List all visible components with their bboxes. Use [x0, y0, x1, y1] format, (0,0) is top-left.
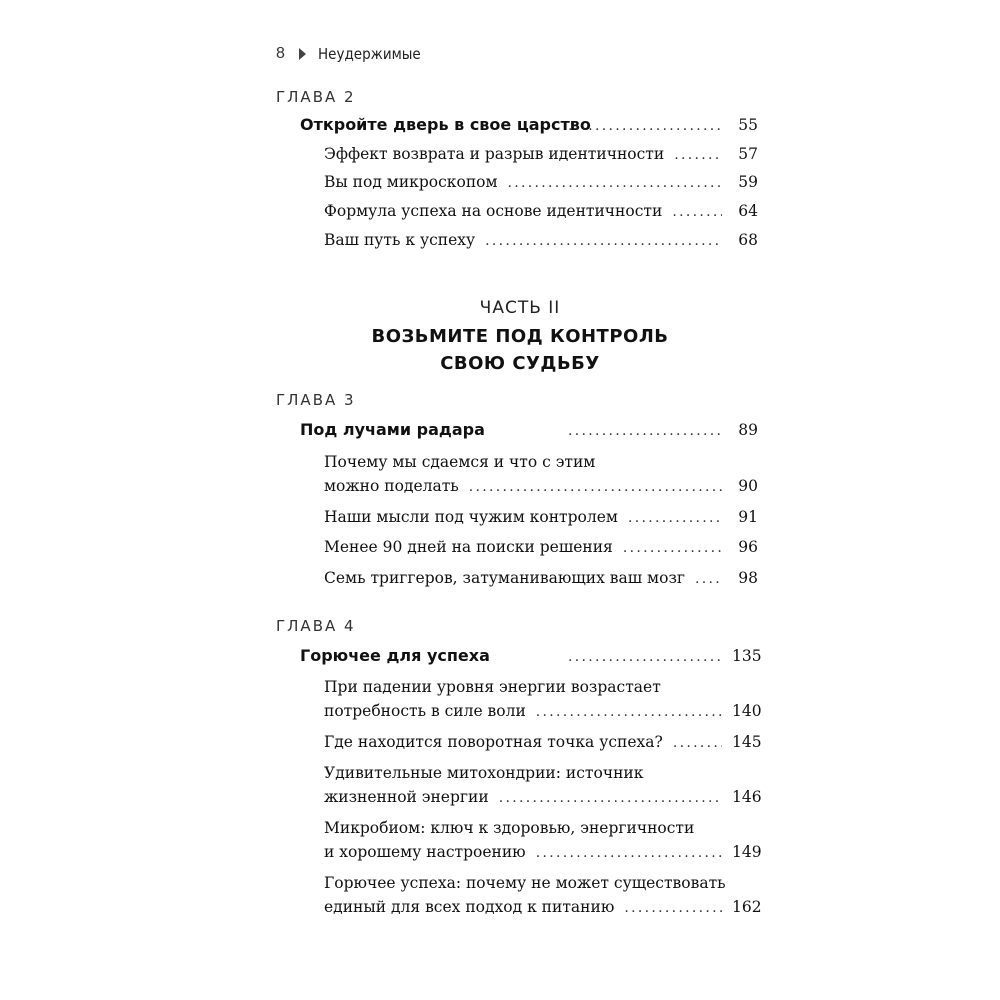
leader-dots	[485, 233, 722, 249]
leader-dots	[568, 423, 722, 439]
toc-subentry[interactable]	[324, 508, 758, 526]
toc-subentry[interactable]	[324, 173, 758, 191]
toc-subentry-page: 140	[732, 702, 762, 720]
part-title-line-1: ВОЗЬМИТЕ ПОД КОНТРОЛЬ	[371, 326, 669, 347]
toc-subentry-title: Ваш путь к успеху	[324, 231, 476, 249]
chapter-2-label: ГЛАВА 2	[276, 88, 356, 106]
toc-entry-title: Горючее для успеха	[300, 646, 490, 665]
toc-subentry-page: 64	[738, 202, 758, 220]
leader-dots	[568, 649, 722, 665]
toc-subentry[interactable]	[324, 538, 758, 556]
toc-subentry-title: Эффект возврата и разрыв идентичности	[324, 145, 665, 163]
toc-subentry-title: единый для всех подход к питанию	[324, 898, 615, 916]
running-head	[276, 42, 432, 66]
toc-subentry[interactable]	[324, 702, 762, 720]
toc-entry-page: 135	[732, 647, 762, 665]
toc-entry-title: Откройте дверь в свое царство	[300, 115, 591, 134]
toc-subentry-page: 98	[738, 569, 758, 587]
toc-entry-title: Под лучами радара	[300, 420, 485, 439]
toc-subentry-line-1: Горючее успеха: почему не может существовать	[324, 874, 726, 892]
toc-subentry[interactable]	[324, 569, 758, 587]
toc-subentry-line-1: Удивительные митохондрии: источник	[324, 764, 644, 782]
toc-subentry[interactable]	[324, 202, 758, 220]
page-number: 8	[276, 45, 285, 62]
toc-subentry-page: 146	[732, 788, 762, 806]
triangle-arrow-icon	[299, 48, 306, 60]
leader-dots	[623, 540, 722, 556]
toc-subentry[interactable]	[324, 477, 758, 495]
toc-subentry-page: 96	[738, 538, 758, 556]
book-title: Неудержимые	[317, 45, 421, 63]
toc-subentry-title: потребность в силе воли	[324, 702, 526, 720]
toc-subentry[interactable]	[324, 231, 758, 249]
toc-entry-page: 89	[738, 421, 758, 439]
toc-subentry-title: Наши мысли под чужим контролем	[324, 508, 618, 526]
toc-subentry-title: Менее 90 дней на поиски решения	[324, 538, 613, 556]
toc-subentry-title: можно поделать	[324, 477, 459, 495]
toc-subentry[interactable]	[324, 898, 762, 916]
toc-subentry[interactable]	[324, 843, 762, 861]
toc-subentry-title: жизненной энергии	[324, 788, 489, 806]
leader-dots	[469, 479, 722, 495]
toc-subentry-page: 68	[738, 231, 758, 249]
toc-subentry-line-1: Микробиом: ключ к здоровью, энергичности	[324, 819, 695, 837]
leader-dots	[628, 510, 722, 526]
leader-dots	[499, 790, 722, 806]
leader-dots	[674, 147, 722, 163]
toc-subentry-page: 91	[738, 508, 758, 526]
toc-subentry[interactable]	[324, 145, 758, 163]
chapter-3-label: ГЛАВА 3	[276, 391, 356, 409]
leader-dots	[695, 571, 722, 587]
part-title-line-2: СВОЮ СУДЬБУ	[440, 353, 600, 374]
leader-dots	[536, 704, 722, 720]
toc-subentry-page: 90	[738, 477, 758, 495]
toc-entry-chapter-4[interactable]	[300, 646, 762, 665]
toc-subentry-title: Формула успеха на основе идентичности	[324, 202, 663, 220]
leader-dots	[673, 735, 722, 751]
part-label: ЧАСТЬ II	[479, 298, 561, 318]
toc-entry-chapter-2[interactable]	[300, 115, 758, 134]
toc-subentry-title: Где находится поворотная точка успеха?	[324, 733, 663, 751]
toc-subentry-page: 149	[732, 843, 762, 861]
toc-subentry-title: Вы под микроскопом	[324, 173, 498, 191]
leader-dots	[568, 118, 722, 134]
toc-subentry-page: 57	[738, 145, 758, 163]
toc-subentry-line-1: Почему мы сдаемся и что с этим	[324, 453, 596, 471]
toc-subentry-title: и хорошему настроению	[324, 843, 526, 861]
toc-subentry[interactable]	[324, 788, 762, 806]
toc-subentry-line-1: При падении уровня энергии возрастает	[324, 678, 661, 696]
chapter-4-label: ГЛАВА 4	[276, 617, 356, 635]
leader-dots	[624, 900, 722, 916]
toc-entry-chapter-3[interactable]	[300, 420, 758, 439]
leader-dots	[672, 204, 722, 220]
toc-subentry[interactable]	[324, 733, 762, 751]
toc-subentry-page: 145	[732, 733, 762, 751]
toc-entry-page: 55	[738, 116, 758, 134]
leader-dots	[536, 845, 722, 861]
toc-subentry-title: Семь триггеров, затуманивающих ваш мозг	[324, 569, 686, 587]
leader-dots	[508, 175, 722, 191]
toc-subentry-page: 162	[732, 898, 762, 916]
toc-subentry-page: 59	[738, 173, 758, 191]
